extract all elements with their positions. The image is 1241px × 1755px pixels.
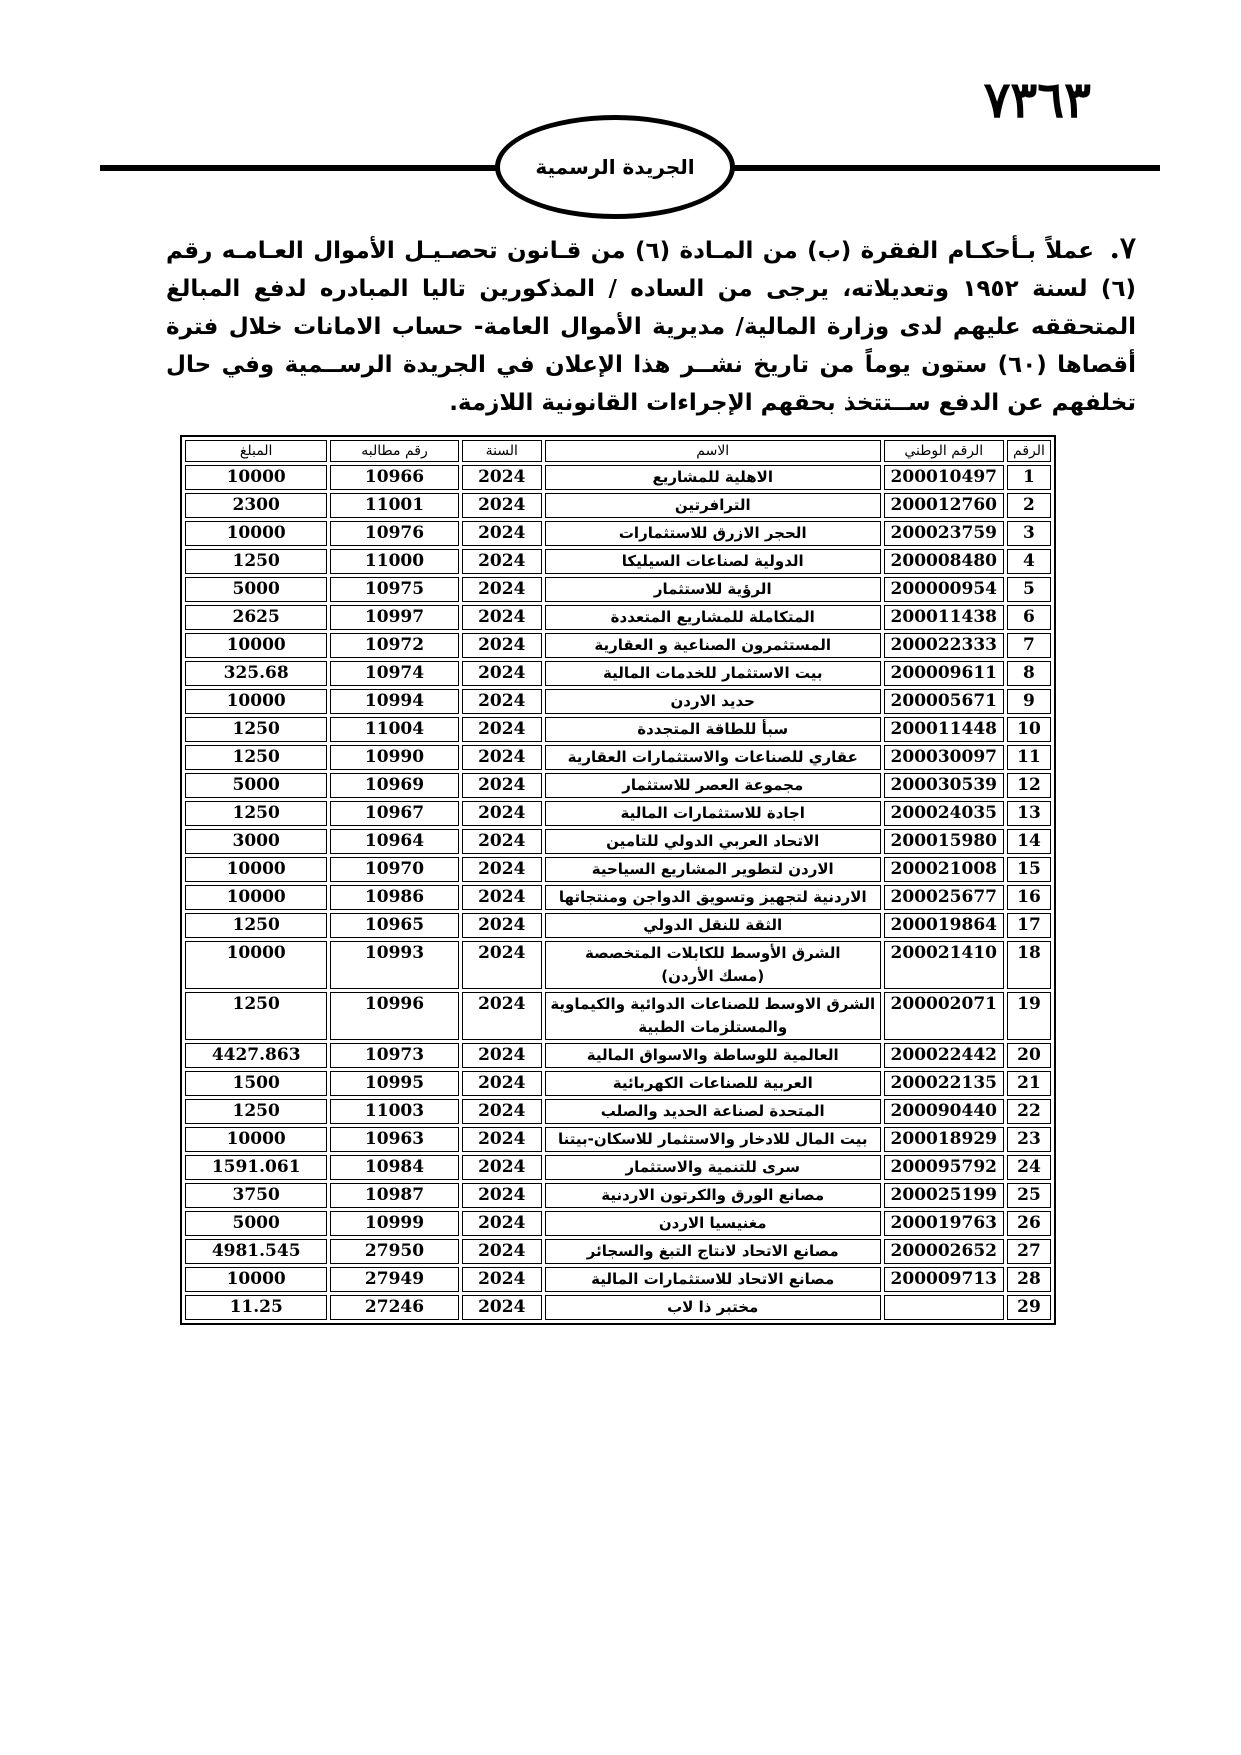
cell-national-id: 200022442: [884, 1043, 1004, 1068]
header-claim-number: رقم مطالبه: [330, 440, 458, 462]
cell-national-id: 200024035: [884, 801, 1004, 826]
cell-claim-number: 10965: [330, 913, 458, 938]
cell-claim-number: 10994: [330, 689, 458, 714]
cell-index: 15: [1007, 857, 1051, 882]
cell-national-id: 200095792: [884, 1155, 1004, 1180]
cell-name: [545, 1211, 881, 1236]
cell-claim-number: 10969: [330, 773, 458, 798]
notice-text: عملاً بـأحكـام الفقرة (ب) من المـادة (٦) من قـانون تحصـيـل الأموال العـامـه رقم (٦) لسنة ١٩٥٢ وتعديلاته، يرجى من الساده / المذكورين تاليا المبادره لدفع المبالغ المتحققه عليهم لدى وزارة المالية/ مديرية الأموال العامة- حساب الامانات خلال فترة أقصاها (٦٠) ستون يوماً من تاريخ نشــر هذا الإعلان في الجريدة الرســمية وفي حال تخلفهم عن الدفع ســتتخذ بحقهم الإجراءات القانونية اللازمة.: [166, 238, 1137, 416]
cell-year: 2024: [462, 549, 542, 574]
cell-national-id: 200011438: [884, 605, 1004, 630]
cell-year: 2024: [462, 1155, 542, 1180]
cell-name: [545, 1183, 881, 1208]
cell-name-line: العربية للصناعات الكهربائية: [612, 1074, 813, 1092]
table-row: [185, 829, 1051, 854]
cell-name-line: مصانع الاتحاد للاستثمارات المالية: [591, 1270, 835, 1288]
cell-index: 20: [1007, 1043, 1051, 1068]
cell-claim-number: 10970: [330, 857, 458, 882]
cell-national-id: 200023759: [884, 521, 1004, 546]
table-row: [185, 1295, 1051, 1320]
cell-name-line: الشرق الاوسط للصناعات الدوائية والكيماوية: [550, 995, 876, 1013]
cell-year: 2024: [462, 1127, 542, 1152]
cell-year: 2024: [462, 941, 542, 989]
header-title: الجريدة الرسمية: [535, 155, 695, 179]
notice-item-number: ٧.: [1109, 231, 1137, 266]
cell-claim-number: 27950: [330, 1239, 458, 1264]
cell-name: [545, 801, 881, 826]
table-row: [185, 1071, 1051, 1096]
cell-name: [545, 745, 881, 770]
cell-index: 5: [1007, 577, 1051, 602]
table-row: [185, 605, 1051, 630]
cell-name: [545, 661, 881, 686]
debtors-table: [180, 435, 1056, 1325]
table-row: [185, 1127, 1051, 1152]
cell-index: 24: [1007, 1155, 1051, 1180]
cell-index: 10: [1007, 717, 1051, 742]
table-row: [185, 992, 1051, 1040]
cell-year: 2024: [462, 1099, 542, 1124]
cell-index: 13: [1007, 801, 1051, 826]
table-row: [185, 773, 1051, 798]
cell-name: [545, 913, 881, 938]
cell-claim-number: 10976: [330, 521, 458, 546]
cell-claim-number: 10975: [330, 577, 458, 602]
cell-index: 18: [1007, 941, 1051, 989]
cell-claim-number: 10966: [330, 465, 458, 490]
notice-paragraph: [166, 230, 1136, 422]
cell-name: [545, 465, 881, 490]
cell-name-line: المتكاملة للمشاريع المتعددة: [610, 608, 815, 626]
cell-amount: 11.25: [185, 1295, 327, 1320]
cell-claim-number: 11004: [330, 717, 458, 742]
cell-index: 7: [1007, 633, 1051, 658]
cell-index: 3: [1007, 521, 1051, 546]
cell-name-line-2: والمستلزمات الطبية: [638, 1018, 788, 1036]
table-row: [185, 1267, 1051, 1292]
cell-national-id: 200010497: [884, 465, 1004, 490]
cell-year: 2024: [462, 1239, 542, 1264]
cell-name: [545, 689, 881, 714]
cell-index: 16: [1007, 885, 1051, 910]
cell-national-id: 200030539: [884, 773, 1004, 798]
cell-name: [545, 633, 881, 658]
cell-amount: 5000: [185, 1211, 327, 1236]
cell-name-line: الاتحاد العربي الدولي للتامين: [606, 832, 820, 850]
cell-name: [545, 773, 881, 798]
cell-name-line: الشرق الأوسط للكابلات المتخصصة: [584, 944, 841, 962]
table-row: [185, 521, 1051, 546]
cell-national-id: [884, 1295, 1004, 1320]
cell-claim-number: 10995: [330, 1071, 458, 1096]
cell-year: 2024: [462, 605, 542, 630]
cell-amount: 1500: [185, 1071, 327, 1096]
cell-national-id: 200019763: [884, 1211, 1004, 1236]
table-row: [185, 1239, 1051, 1264]
cell-year: 2024: [462, 717, 542, 742]
cell-national-id: 200009611: [884, 661, 1004, 686]
cell-year: 2024: [462, 992, 542, 1040]
cell-index: 14: [1007, 829, 1051, 854]
cell-name-line: العالمية للوساطة والاسواق المالية: [586, 1046, 839, 1064]
cell-year: 2024: [462, 913, 542, 938]
cell-year: 2024: [462, 1071, 542, 1096]
cell-name: [545, 521, 881, 546]
cell-name-line: الدولية لصناعات السيليكا: [621, 552, 804, 570]
cell-name: [545, 1295, 881, 1320]
cell-name-line: مصانع الاتحاد لانتاج التبغ والسجائر: [586, 1242, 839, 1260]
cell-amount: 1250: [185, 1099, 327, 1124]
cell-name-line: الحجر الازرق للاستثمارات: [618, 524, 807, 542]
cell-claim-number: 10986: [330, 885, 458, 910]
cell-claim-number: 10963: [330, 1127, 458, 1152]
cell-national-id: 200009713: [884, 1267, 1004, 1292]
header-index: الرقم: [1007, 440, 1051, 462]
cell-name-line: اجادة للاستثمارات المالية: [620, 804, 805, 822]
cell-amount: 10000: [185, 689, 327, 714]
cell-index: 9: [1007, 689, 1051, 714]
cell-name: [545, 605, 881, 630]
cell-amount: 10000: [185, 465, 327, 490]
cell-amount: 1250: [185, 992, 327, 1040]
header-year: السنة: [462, 440, 542, 462]
cell-claim-number: 10972: [330, 633, 458, 658]
cell-index: 6: [1007, 605, 1051, 630]
header-national-id: الرقم الوطني: [884, 440, 1004, 462]
cell-amount: 2300: [185, 493, 327, 518]
cell-index: 26: [1007, 1211, 1051, 1236]
cell-claim-number: 10967: [330, 801, 458, 826]
cell-national-id: 200000954: [884, 577, 1004, 602]
cell-national-id: 200005671: [884, 689, 1004, 714]
cell-national-id: 200030097: [884, 745, 1004, 770]
cell-name: [545, 1071, 881, 1096]
cell-name: [545, 1155, 881, 1180]
page-number: ٧٣٦٣: [983, 70, 1091, 129]
cell-national-id: 200025199: [884, 1183, 1004, 1208]
table-row: [185, 1183, 1051, 1208]
cell-claim-number: 10987: [330, 1183, 458, 1208]
cell-name-line: المستثمرون الصناعية و العقارية: [594, 636, 832, 654]
cell-year: 2024: [462, 661, 542, 686]
cell-national-id: 200022135: [884, 1071, 1004, 1096]
cell-amount: 4427.863: [185, 1043, 327, 1068]
cell-amount: 1250: [185, 549, 327, 574]
cell-name-line: عقاري للصناعات والاستثمارات العقارية: [567, 748, 858, 766]
cell-claim-number: 27949: [330, 1267, 458, 1292]
cell-claim-number: 27246: [330, 1295, 458, 1320]
cell-year: 2024: [462, 801, 542, 826]
cell-amount: 2625: [185, 605, 327, 630]
cell-national-id: 200002071: [884, 992, 1004, 1040]
table-row: [185, 717, 1051, 742]
cell-national-id: 200022333: [884, 633, 1004, 658]
cell-index: 2: [1007, 493, 1051, 518]
cell-amount: 10000: [185, 1127, 327, 1152]
cell-name: [545, 1099, 881, 1124]
cell-name: [545, 829, 881, 854]
cell-index: 23: [1007, 1127, 1051, 1152]
table-row: [185, 857, 1051, 882]
table-row: [185, 465, 1051, 490]
cell-national-id: 200011448: [884, 717, 1004, 742]
cell-national-id: 200021008: [884, 857, 1004, 882]
cell-index: 29: [1007, 1295, 1051, 1320]
table-row: [185, 1099, 1051, 1124]
cell-name-line: الاردنية لتجهيز وتسويق الدواجن ومنتجاتها: [558, 888, 867, 906]
cell-amount: 1591.061: [185, 1155, 327, 1180]
cell-amount: 5000: [185, 773, 327, 798]
cell-national-id: 200090440: [884, 1099, 1004, 1124]
cell-name-line: سرى للتنمية والاستثمار: [625, 1158, 800, 1176]
cell-claim-number: 11003: [330, 1099, 458, 1124]
table-row: [185, 493, 1051, 518]
cell-amount: 1250: [185, 913, 327, 938]
cell-name-line: حديد الاردن: [670, 692, 755, 710]
table-row: [185, 885, 1051, 910]
cell-name: [545, 1043, 881, 1068]
table-row: [185, 1043, 1051, 1068]
cell-year: 2024: [462, 1295, 542, 1320]
cell-national-id: 200025677: [884, 885, 1004, 910]
cell-index: 21: [1007, 1071, 1051, 1096]
cell-year: 2024: [462, 633, 542, 658]
cell-index: 28: [1007, 1267, 1051, 1292]
cell-year: 2024: [462, 1183, 542, 1208]
cell-claim-number: 10999: [330, 1211, 458, 1236]
cell-name: [545, 549, 881, 574]
cell-national-id: 200018929: [884, 1127, 1004, 1152]
cell-name: [545, 717, 881, 742]
cell-amount: 10000: [185, 857, 327, 882]
cell-amount: 1250: [185, 801, 327, 826]
cell-amount: 1250: [185, 717, 327, 742]
table-row: [185, 689, 1051, 714]
cell-claim-number: 10964: [330, 829, 458, 854]
cell-year: 2024: [462, 577, 542, 602]
cell-name: [545, 1267, 881, 1292]
header-name: الاسم: [545, 440, 881, 462]
table-row: [185, 941, 1051, 989]
cell-amount: 10000: [185, 633, 327, 658]
cell-claim-number: 10993: [330, 941, 458, 989]
cell-name-line: المتحدة لصناعة الحديد والصلب: [600, 1102, 825, 1120]
cell-name-line: مصانع الورق والكرتون الاردنية: [601, 1186, 825, 1204]
table-header-row: [185, 440, 1051, 462]
cell-index: 4: [1007, 549, 1051, 574]
cell-index: 19: [1007, 992, 1051, 1040]
cell-name-line: سبأ للطاقة المتجددة: [637, 720, 789, 738]
cell-year: 2024: [462, 689, 542, 714]
cell-name-line: الرؤية للاستثمار: [653, 580, 772, 598]
cell-claim-number: 10996: [330, 992, 458, 1040]
cell-year: 2024: [462, 773, 542, 798]
cell-national-id: 200002652: [884, 1239, 1004, 1264]
table-row: [185, 661, 1051, 686]
cell-amount: 10000: [185, 941, 327, 989]
cell-amount: 1250: [185, 745, 327, 770]
cell-claim-number: 10973: [330, 1043, 458, 1068]
cell-claim-number: 10974: [330, 661, 458, 686]
cell-claim-number: 10990: [330, 745, 458, 770]
cell-national-id: 200015980: [884, 829, 1004, 854]
cell-national-id: 200008480: [884, 549, 1004, 574]
cell-amount: 10000: [185, 521, 327, 546]
cell-index: 1: [1007, 465, 1051, 490]
cell-name-line: مختبر ذا لاب: [667, 1298, 759, 1316]
cell-index: 22: [1007, 1099, 1051, 1124]
cell-name-line: الترافرتين: [674, 496, 751, 514]
cell-name: [545, 941, 881, 989]
cell-amount: 10000: [185, 885, 327, 910]
cell-amount: 5000: [185, 577, 327, 602]
table-body: [185, 465, 1051, 1320]
cell-claim-number: 10997: [330, 605, 458, 630]
cell-year: 2024: [462, 857, 542, 882]
cell-national-id: 200021410: [884, 941, 1004, 989]
cell-name-line: بيت الاستثمار للخدمات المالية: [602, 664, 823, 682]
cell-claim-number: 11001: [330, 493, 458, 518]
cell-name: [545, 1239, 881, 1264]
cell-name-line: الاردن لتطوير المشاريع السياحية: [591, 860, 834, 878]
cell-index: 11: [1007, 745, 1051, 770]
cell-year: 2024: [462, 1043, 542, 1068]
cell-amount: 10000: [185, 1267, 327, 1292]
table-row: [185, 913, 1051, 938]
cell-amount: 4981.545: [185, 1239, 327, 1264]
cell-name-line: الاهلية للمشاريع: [652, 468, 773, 486]
cell-index: 17: [1007, 913, 1051, 938]
table-row: [185, 1211, 1051, 1236]
cell-year: 2024: [462, 829, 542, 854]
cell-name-line: مجموعة العصر للاستثمار: [622, 776, 804, 794]
cell-claim-number: 10984: [330, 1155, 458, 1180]
header-oval: [495, 115, 735, 219]
cell-name: [545, 493, 881, 518]
cell-amount: 3000: [185, 829, 327, 854]
table-row: [185, 577, 1051, 602]
cell-year: 2024: [462, 1211, 542, 1236]
cell-year: 2024: [462, 493, 542, 518]
cell-national-id: 200012760: [884, 493, 1004, 518]
cell-index: 8: [1007, 661, 1051, 686]
cell-year: 2024: [462, 1267, 542, 1292]
table-row: [185, 633, 1051, 658]
cell-name: [545, 885, 881, 910]
header-amount: المبلغ: [185, 440, 327, 462]
cell-name: [545, 577, 881, 602]
cell-year: 2024: [462, 745, 542, 770]
cell-name: [545, 857, 881, 882]
cell-index: 25: [1007, 1183, 1051, 1208]
cell-year: 2024: [462, 521, 542, 546]
cell-name: [545, 1127, 881, 1152]
table-row: [185, 549, 1051, 574]
cell-name-line: مغنيسيا الاردن: [658, 1214, 767, 1232]
cell-name: [545, 992, 881, 1040]
cell-name-line-2: (مسك الأردن): [661, 967, 765, 985]
table-row: [185, 801, 1051, 826]
cell-index: 12: [1007, 773, 1051, 798]
cell-national-id: 200019864: [884, 913, 1004, 938]
cell-amount: 3750: [185, 1183, 327, 1208]
cell-index: 27: [1007, 1239, 1051, 1264]
cell-amount: 325.68: [185, 661, 327, 686]
cell-year: 2024: [462, 885, 542, 910]
cell-year: 2024: [462, 465, 542, 490]
cell-claim-number: 11000: [330, 549, 458, 574]
cell-name-line: بيت المال للادخار والاستثمار للاسكان-بيتنا: [557, 1130, 868, 1148]
cell-name-line: الثقة للنقل الدولي: [643, 916, 783, 934]
table-row: [185, 1155, 1051, 1180]
table-row: [185, 745, 1051, 770]
